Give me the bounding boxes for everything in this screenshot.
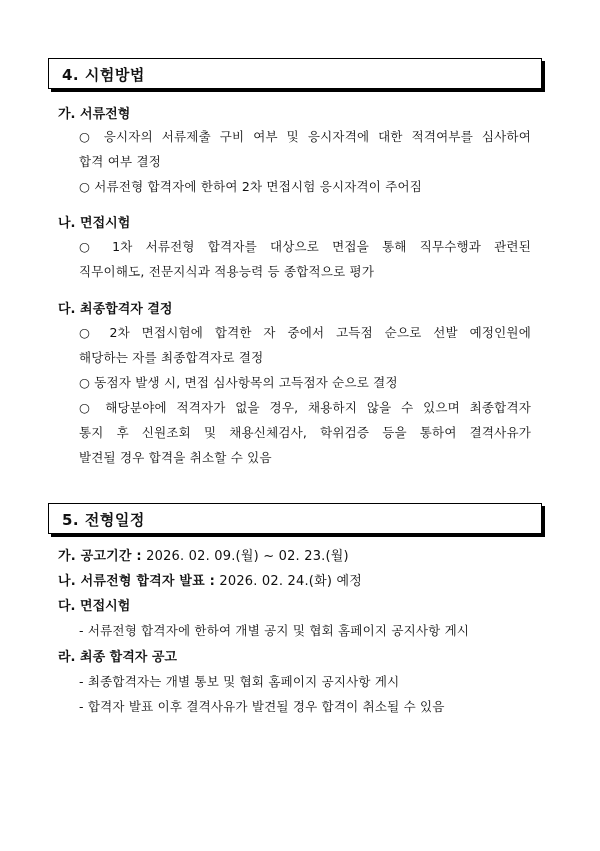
section-5-a-label: 가. 공고기간 :	[58, 549, 142, 564]
section-5-header	[48, 503, 542, 534]
section-4-title: 4. 시험방법	[62, 66, 145, 84]
section-4-c-line-3: ○ 동점자 발생 시, 면접 심사항목의 고득점자 순으로 결정	[79, 375, 398, 390]
section-5-b-row	[58, 570, 362, 589]
section-4-c-heading: 다. 최종합격자 결정	[58, 302, 173, 317]
section-4-c-line-6: 발견될 경우 합격을 취소할 수 있음	[79, 450, 272, 465]
section-4-c-line-1: ○ 2차 면접시험에 합격한 자 중에서 고득점 순으로 선발 예정인원에	[79, 325, 531, 340]
section-4-b-heading: 나. 면접시험	[58, 216, 131, 231]
section-4-c-line-2: 해당하는 자를 최종합격자로 결정	[79, 350, 264, 365]
section-5-a-row	[58, 545, 349, 564]
section-4-c-line-5: 통지 후 신원조회 및 채용신체검사, 학위검증 등을 통하여 결격사유가	[79, 425, 531, 440]
section-4-b-line-1: ○ 1차 서류전형 합격자를 대상으로 면접을 통해 직무수행과 관련된	[79, 239, 531, 254]
section-4-a-line-3: ○ 서류전형 합격자에 한하여 2차 면접시험 응시자격이 주어짐	[79, 179, 423, 194]
section-5-b-value: 2026. 02. 24.(화) 예정	[219, 574, 362, 589]
section-4-c-line-4: ○ 해당분야에 적격자가 없을 경우, 채용하지 않을 수 있으며 최종합격자	[79, 400, 531, 415]
section-5-d-heading: 라. 최종 합격자 공고	[58, 650, 177, 665]
section-4-b-line-2: 직무이해도, 전문지식과 적용능력 등 종합적으로 평가	[79, 264, 375, 279]
section-4-a-line-2: 합격 여부 결정	[79, 154, 161, 169]
section-5-title: 5. 전형일정	[62, 511, 145, 529]
section-5-d-line-1: - 최종합격자는 개별 통보 및 협회 홈페이지 공지사항 게시	[79, 674, 400, 689]
section-5-b-label: 나. 서류전형 합격자 발표 :	[58, 574, 216, 589]
section-4-header	[48, 58, 542, 89]
section-5-c-line-1: - 서류전형 합격자에 한하여 개별 공지 및 협회 홈페이지 공지사항 게시	[79, 623, 470, 638]
section-4-a-line-1: ○ 응시자의 서류제출 구비 여부 및 응시자격에 대한 적격여부를 심사하여	[79, 129, 531, 144]
section-5-d-line-2: - 합격자 발표 이후 결격사유가 발견될 경우 합격이 취소될 수 있음	[79, 699, 445, 714]
section-5-a-value: 2026. 02. 09.(월) ~ 02. 23.(월)	[146, 549, 349, 564]
section-4-a-heading: 가. 서류전형	[58, 107, 131, 122]
section-5-c-heading: 다. 면접시험	[58, 599, 131, 614]
